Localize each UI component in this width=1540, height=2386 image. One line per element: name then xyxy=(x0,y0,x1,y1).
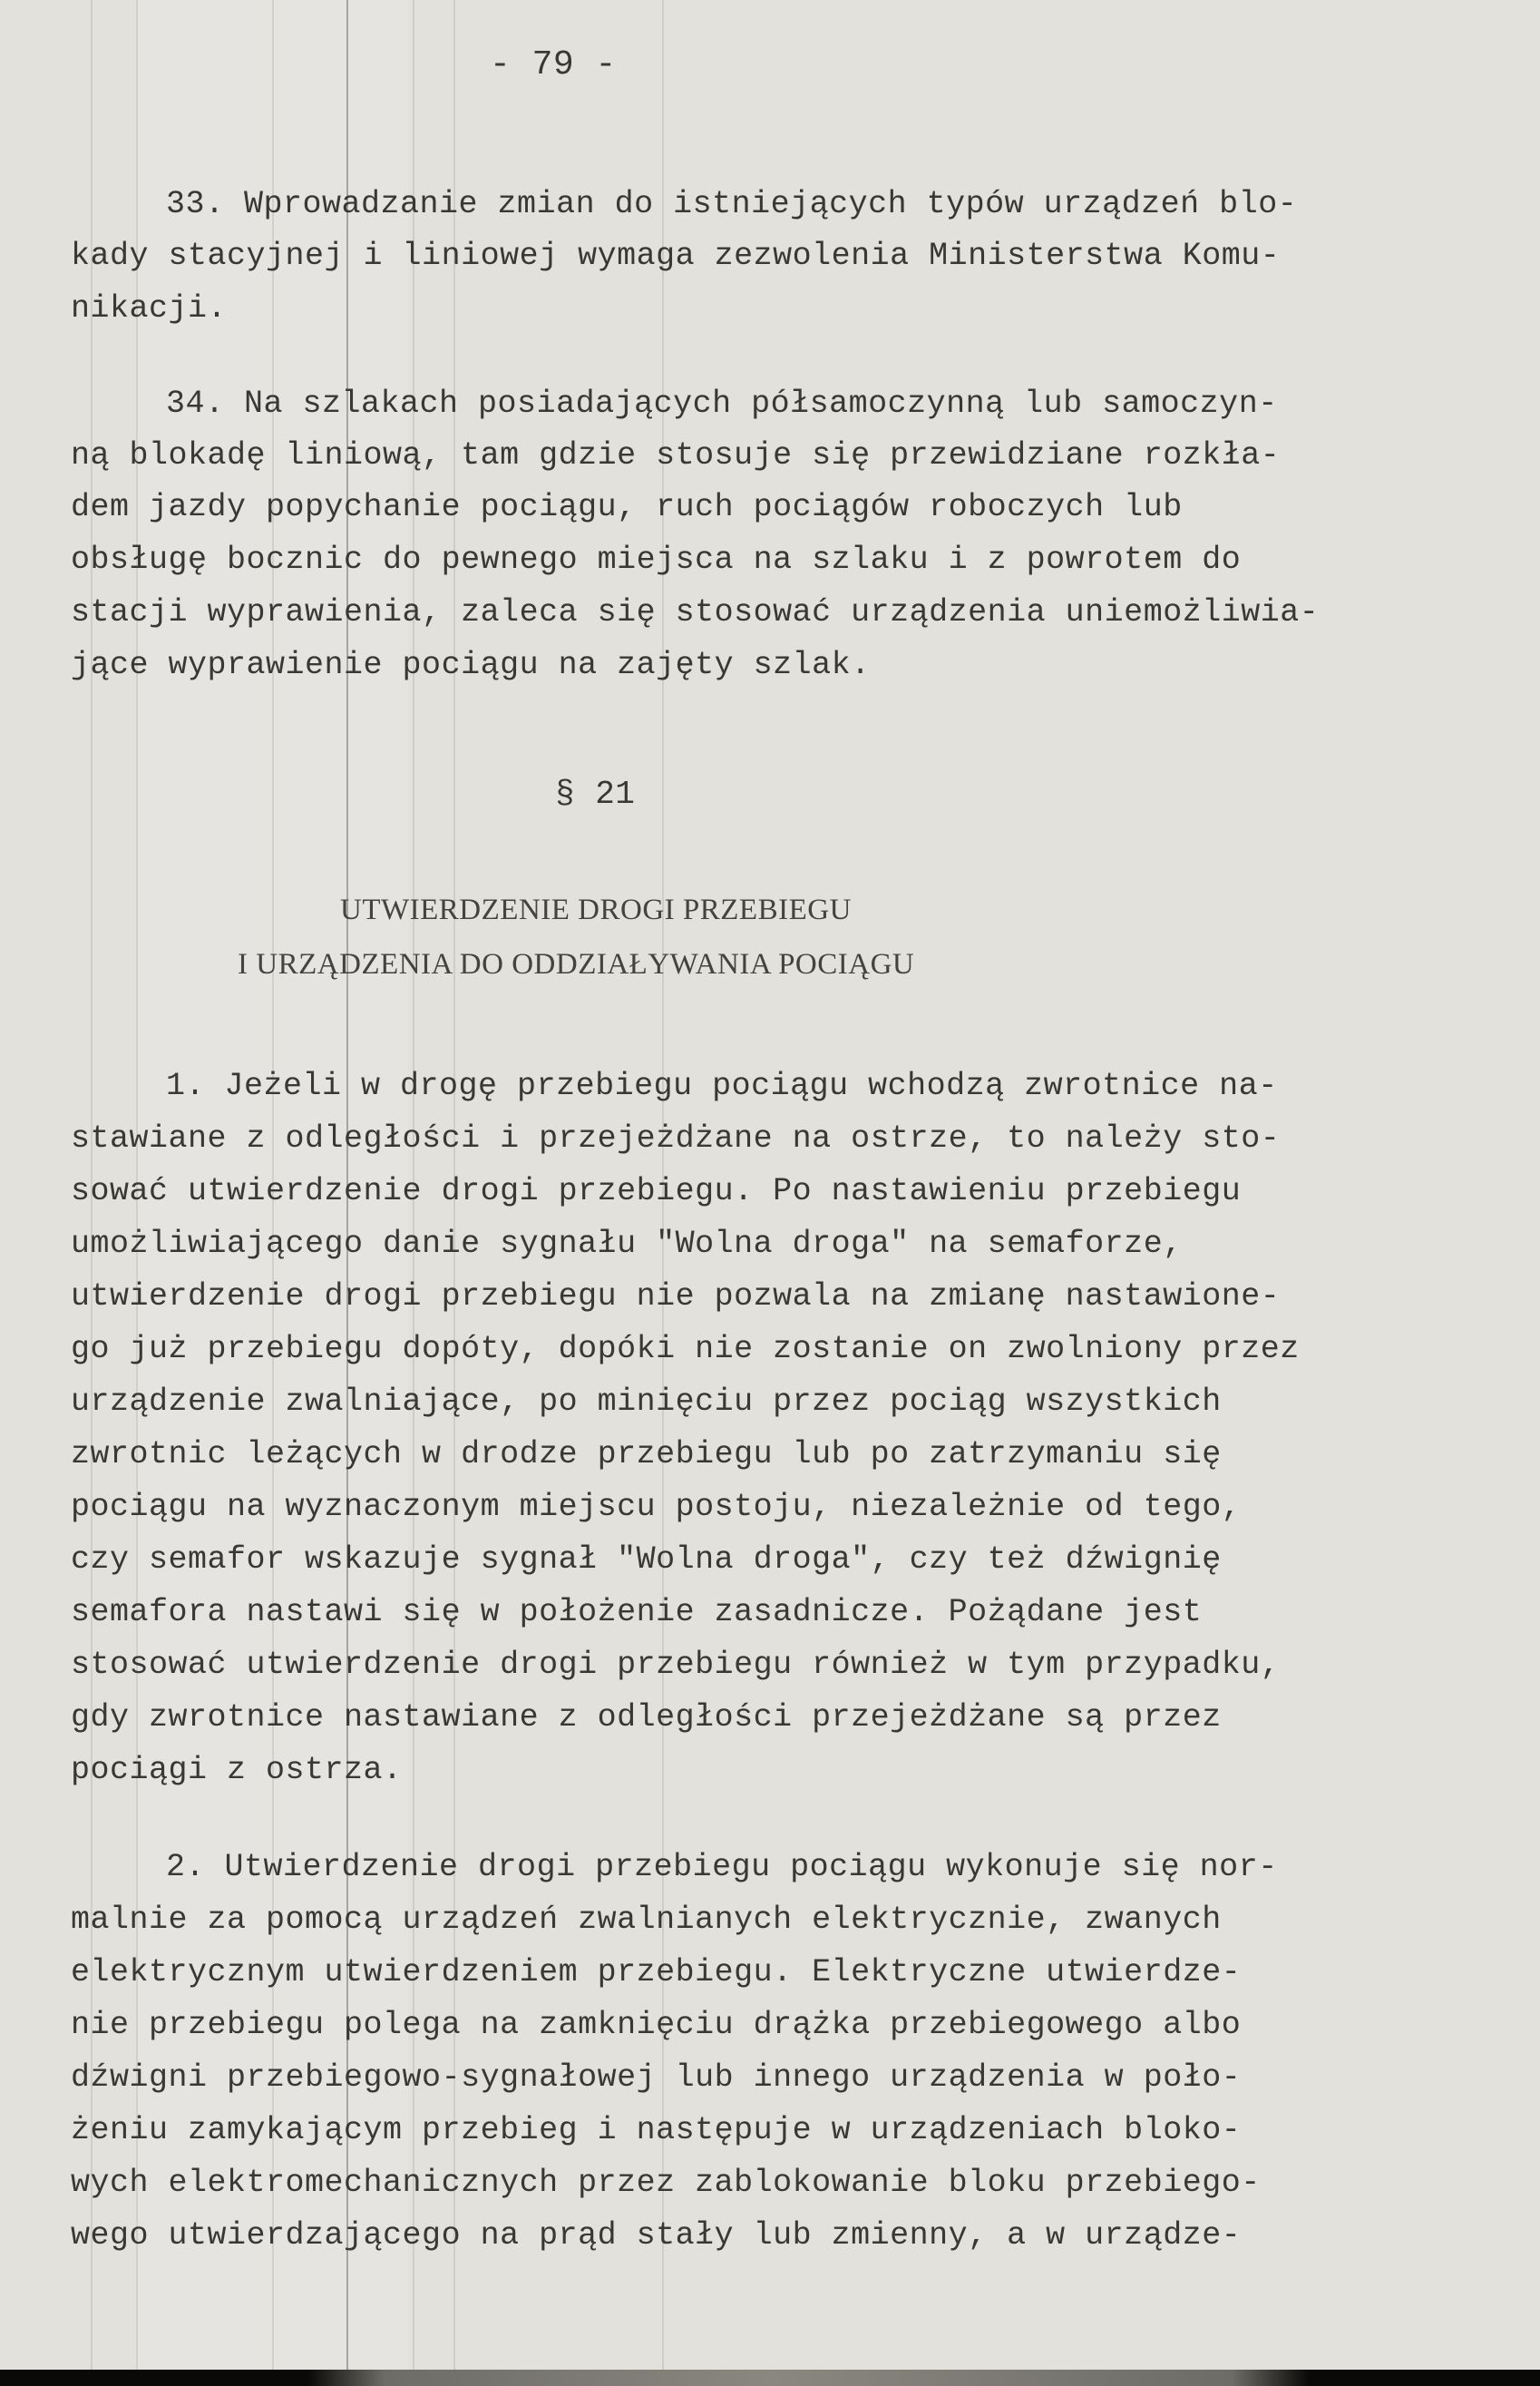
section-title-line-1: UTWIERDZENIE DROGI PRZEBIEGU xyxy=(340,894,852,926)
text-line: go już przebiegu dopóty, dopóki nie zostanie on zwolniony przez xyxy=(71,1331,1300,1367)
section-number: § 21 xyxy=(555,776,636,813)
text-line: 2. Utwierdzenie drogi przebiegu pociągu wykonuje się nor- xyxy=(166,1849,1278,1885)
text-line: sować utwierdzenie drogi przebiegu. Po nastawieniu przebiegu xyxy=(71,1173,1242,1209)
text-line: semafora nastawi się w położenie zasadnicze. Pożądane jest xyxy=(71,1594,1203,1630)
text-line: elektrycznym utwierdzeniem przebiegu. Elektryczne utwierdze- xyxy=(71,1954,1242,1990)
text-line: jące wyprawienie pociągu na zajęty szlak. xyxy=(71,647,871,683)
section-title-line-2: I URZĄDZENIA DO ODDZIAŁYWANIA POCIĄGU xyxy=(238,948,915,981)
text-line: obsługę bocznic do pewnego miejsca na szlaku i z powrotem do xyxy=(71,542,1242,578)
text-line: gdy zwrotnice nastawiane z odległości przejeżdżane są przez xyxy=(71,1699,1222,1736)
text-line: umożliwiającego danie sygnału "Wolna droga" na semaforze, xyxy=(71,1226,1183,1262)
text-line: stawiane z odległości i przejeżdżane na ostrze, to należy sto- xyxy=(71,1120,1281,1157)
text-line: stacji wyprawienia, zaleca się stosować urządzenia uniemożliwia- xyxy=(71,594,1320,631)
scan-bottom-edge xyxy=(0,2370,1540,2386)
text-line: nikacji. xyxy=(71,290,228,327)
text-line: utwierdzenie drogi przebiegu nie pozwala na zmianę nastawione- xyxy=(71,1278,1281,1315)
text-line: dźwigni przebiegowo-sygnałowej lub innego urządzenia w poło- xyxy=(71,2059,1242,2096)
text-line: ną blokadę liniową, tam gdzie stosuje się przewidziane rozkła- xyxy=(71,437,1281,474)
text-line: 1. Jeżeli w drogę przebiegu pociągu wchodzą zwrotnice na- xyxy=(166,1068,1278,1104)
text-line: kady stacyjnej i liniowej wymaga zezwolenia Ministerstwa Komu- xyxy=(71,238,1281,274)
text-line: żeniu zamykającym przebieg i następuje w urządzeniach bloko- xyxy=(71,2112,1242,2148)
text-line: nie przebiegu polega na zamknięciu drążka przebiegowego albo xyxy=(71,2007,1242,2043)
text-line: dem jazdy popychanie pociągu, ruch pociągów roboczych lub xyxy=(71,489,1183,525)
text-line: pociągi z ostrza. xyxy=(71,1752,403,1788)
text-line: pociągu na wyznaczonym miejscu postoju, niezależnie od tego, xyxy=(71,1489,1242,1525)
text-line: malnie za pomocą urządzeń zwalnianych elektrycznie, zwanych xyxy=(71,1902,1222,1938)
text-line: stosować utwierdzenie drogi przebiegu również w tym przypadku, xyxy=(71,1647,1281,1683)
text-line: wego utwierdzającego na prąd stały lub zmienny, a w urządze- xyxy=(71,2217,1242,2254)
text-line: urządzenie zwalniające, po minięciu przez pociąg wszystkich xyxy=(71,1384,1222,1420)
text-line: 34. Na szlakach posiadających półsamoczynną lub samoczyn- xyxy=(166,386,1278,422)
text-line: 33. Wprowadzanie zmian do istniejących typów urządzeń blo- xyxy=(166,186,1298,222)
page-number: - 79 - xyxy=(490,45,617,84)
text-line: czy semafor wskazuje sygnał "Wolna droga", czy też dźwignię xyxy=(71,1541,1222,1578)
text-line: zwrotnic leżących w drodze przebiegu lub po zatrzymaniu się xyxy=(71,1436,1222,1472)
text-line: wych elektromechanicznych przez zablokowanie bloku przebiego- xyxy=(71,2165,1261,2201)
